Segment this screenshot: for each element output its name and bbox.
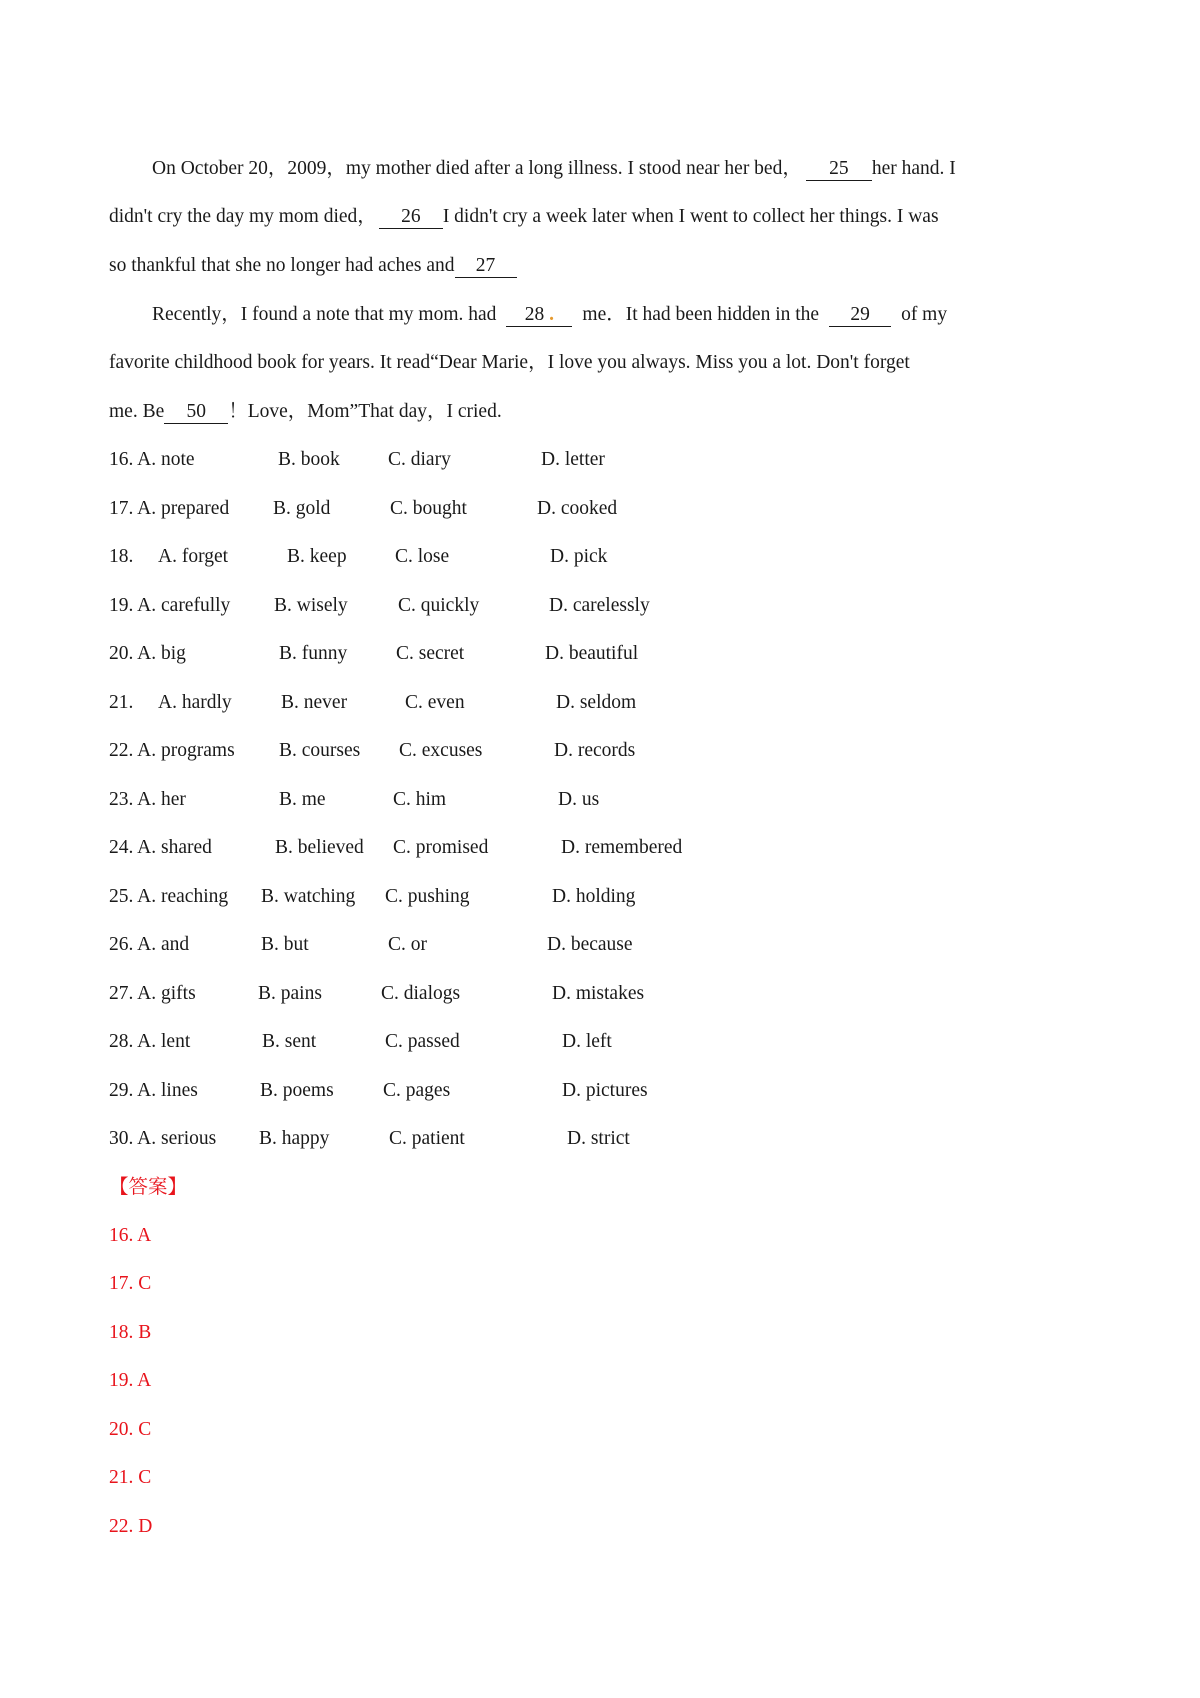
text: Recently，I found a note that my mom. had	[152, 304, 497, 325]
option-b: B. wisely	[274, 595, 348, 616]
option-b: B. book	[278, 449, 340, 470]
option-d: D. strict	[567, 1128, 630, 1149]
question-number: 25. A. reaching	[109, 886, 229, 907]
option-c: C. excuses	[399, 740, 483, 761]
passage-p2-line3	[109, 399, 502, 425]
blank-28: 28 .	[506, 304, 572, 327]
option-c: C. promised	[393, 837, 489, 858]
answer-18: 18. B	[109, 1322, 152, 1343]
option-d: D. carelessly	[549, 595, 650, 616]
text: so thankful that she no longer had aches and	[109, 255, 455, 276]
text: didn't cry the day my mom died，	[109, 206, 377, 227]
text: of my	[901, 304, 948, 325]
blank-30: 50	[164, 401, 228, 424]
question-number: 22. A. programs	[109, 740, 235, 761]
answer-19: 19. A	[109, 1370, 152, 1391]
passage-p1-line1	[152, 156, 956, 182]
option-b: B. courses	[279, 740, 361, 761]
passage-p1-line3	[109, 253, 517, 279]
question-number: 20. A. big	[109, 643, 186, 664]
question-number: 19. A. carefully	[109, 595, 231, 616]
option-d: D. letter	[541, 449, 605, 470]
text: me. Be	[109, 401, 165, 422]
question-number: 28. A. lent	[109, 1031, 191, 1052]
option-c: C. or	[388, 934, 427, 955]
answer-16: 16. A	[109, 1225, 152, 1246]
question-number: 23. A. her	[109, 789, 186, 810]
option-d: D. mistakes	[552, 983, 645, 1004]
option-c: C. passed	[385, 1031, 460, 1052]
option-b: B. keep	[287, 546, 347, 567]
option-d: D. us	[558, 789, 600, 810]
option-d: D. records	[554, 740, 636, 761]
passage-p2-line1	[152, 302, 947, 328]
option-d: D. because	[547, 934, 633, 955]
option-c: C. pushing	[385, 886, 470, 907]
option-c: C. even	[405, 692, 465, 713]
question-number: 18.	[109, 546, 134, 567]
option-b: B. funny	[279, 643, 348, 664]
blank-27: 27	[455, 255, 517, 278]
option-d: D. left	[562, 1031, 612, 1052]
option-c: C. quickly	[398, 595, 480, 616]
question-number: 24. A. shared	[109, 837, 212, 858]
passage-p1-line2	[109, 204, 939, 230]
option-b: B. never	[281, 692, 348, 713]
option-c: C. bought	[390, 498, 467, 519]
text: favorite childhood book for years. It read“Dear Marie，I love you always. Miss you a lot. Don't forget	[109, 352, 910, 373]
blank-25: 25	[806, 158, 872, 181]
option-d: D. seldom	[556, 692, 637, 713]
option-b: B. pains	[258, 983, 322, 1004]
option-d: D. holding	[552, 886, 636, 907]
passage-p2-line2	[109, 350, 910, 376]
option-c: C. diary	[388, 449, 451, 470]
option-b: B. gold	[273, 498, 331, 519]
question-number: 30. A. serious	[109, 1128, 217, 1149]
option-c: C. pages	[383, 1080, 451, 1101]
text: me．It had been hidden in the	[582, 304, 820, 325]
question-number: 21.	[109, 692, 134, 713]
text: On October 20，2009，my mother died after a long illness. I stood near her bed，	[152, 158, 802, 179]
answer-17: 17. C	[109, 1273, 152, 1294]
question-number: 26. A. and	[109, 934, 190, 955]
option-b: B. sent	[262, 1031, 317, 1052]
option-b: B. me	[279, 789, 326, 810]
option-b: B. watching	[261, 886, 356, 907]
option-c: C. patient	[389, 1128, 465, 1149]
text: ！Love，Mom”That day，I cried.	[228, 401, 502, 422]
option-b: B. poems	[260, 1080, 334, 1101]
text: I didn't cry a week later when I went to collect her things. I was	[442, 206, 939, 227]
answer-21: 21. C	[109, 1467, 152, 1488]
answer-20: 20. C	[109, 1419, 152, 1440]
question-number: 27. A. gifts	[109, 983, 196, 1004]
answer-22: 22. D	[109, 1516, 153, 1537]
option-c: C. lose	[395, 546, 450, 567]
text: her hand. I	[871, 158, 956, 179]
option-a: A. hardly	[158, 692, 232, 713]
blank-29: 29	[829, 304, 891, 327]
question-number: 17. A. prepared	[109, 498, 230, 519]
option-d: D. cooked	[537, 498, 618, 519]
blank-26: 26	[379, 206, 443, 229]
option-d: D. pick	[550, 546, 608, 567]
option-b: B. believed	[275, 837, 364, 858]
option-a: A. forget	[158, 546, 229, 567]
option-b: B. happy	[259, 1128, 330, 1149]
option-c: C. secret	[396, 643, 465, 664]
option-b: B. but	[261, 934, 309, 955]
option-d: D. pictures	[562, 1080, 648, 1101]
question-number: 16. A. note	[109, 449, 195, 470]
answer-heading: 【答案】	[109, 1175, 188, 1198]
option-c: C. dialogs	[381, 983, 461, 1004]
option-d: D. remembered	[561, 837, 683, 858]
question-number: 29. A. lines	[109, 1080, 198, 1101]
option-c: C. him	[393, 789, 447, 810]
option-d: D. beautiful	[545, 643, 639, 664]
